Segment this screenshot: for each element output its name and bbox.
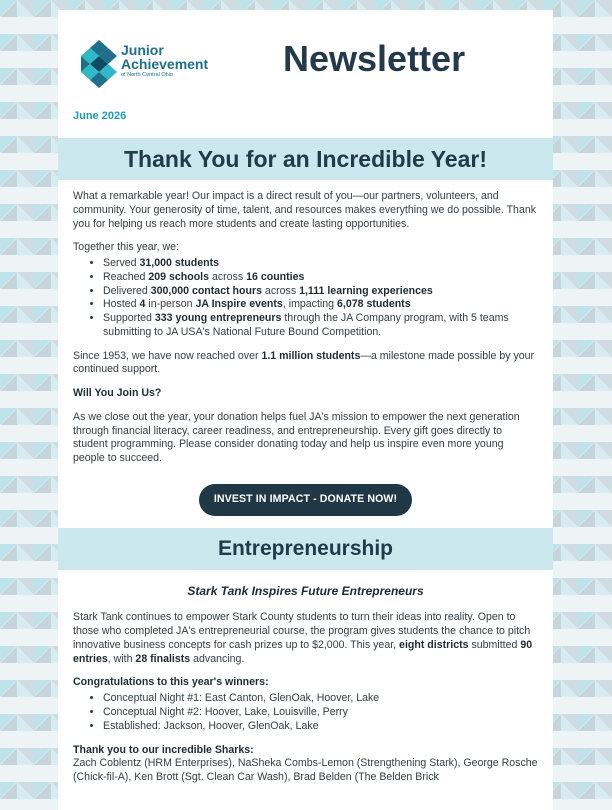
sharks-heading: Thank you to our incredible Sharks:	[73, 743, 254, 756]
list-item: • Conceptual Night #2: Hoover, Lake, Louisville, Perry	[103, 706, 538, 720]
thank-you-content	[58, 190, 553, 516]
thank-you-heading: Thank You for an Incredible Year!	[124, 145, 487, 172]
newsletter-header	[58, 10, 553, 100]
logo-line1: Junior	[121, 42, 164, 58]
sharks-text: Zach Coblentz (HRM Enterprises), NaSheka Combs-Lemon (Strengthening Stark), George Rosche (Chick-fil-A), Ken Brott (Sgt. Clean Car Wash), Brad Belden (The Belden Brick	[73, 757, 538, 784]
thank-you-band	[58, 138, 553, 180]
page-title: Newsletter	[283, 38, 466, 79]
donate-button[interactable]: INVEST IN IMPACT - DONATE NOW!	[199, 484, 412, 516]
logo-line2: Achievement	[121, 56, 209, 72]
join-text: As we close out the year, your donation helps fuel JA's mission to empower the next generation through financial literacy, career readiness, and entrepreneurship. Every gift goes directly to student programming. Please consider donating today and help us inspire even more young people to succeed.	[73, 410, 520, 465]
list-item: • Hosted 4 in-person JA Inspire events, impacting 6,078 students	[103, 298, 538, 312]
list-item: • Supported 333 young entrepreneurs through the JA Company program, with 5 teams submitting to JA USA's National Future Bound Competition.	[103, 312, 538, 340]
stats-list	[73, 257, 538, 340]
winners-heading: Congratulations to this year's winners:	[73, 676, 269, 689]
ja-logo	[78, 38, 228, 88]
list-item: • Delivered 300,000 contact hours across 1,111 learning experiences	[103, 285, 538, 299]
stark-tank-text: Stark Tank continues to empower Stark County students to turn their ideas into reality. Open to those who completed JA's entrepreneurial course, the program gives students the chance to pitch innovative business concepts for cash prizes up to $2,000. This year, eight districts submitted 90 entries, with 28 finalists advancing.	[73, 611, 533, 665]
entrepreneurship-content	[58, 584, 553, 785]
stark-tank-subheading: Stark Tank Inspires Future Entrepreneurs	[187, 583, 424, 598]
list-item: • Reached 209 schools across 16 counties	[103, 271, 538, 285]
list-item: • Conceptual Night #1: East Canton, GlenOak, Hoover, Lake	[103, 692, 538, 706]
entrepreneurship-heading: Entrepreneurship	[217, 536, 394, 560]
thank-you-intro: What a remarkable year! Our impact is a direct result of you—our partners, volunteers, and community. Your generosity of time, talent, and resources makes everything we do possible. Thank you for helping us reach more students and create lasting opportunities.	[73, 190, 537, 230]
logo-sub: of North Central Ohio	[121, 72, 173, 78]
list-item: • Served 31,000 students	[103, 257, 538, 271]
issue-date: June 2026	[73, 110, 127, 122]
list-item: • Established: Jackson, Hoover, GlenOak, Lake	[103, 720, 538, 734]
newsletter-page	[58, 10, 553, 810]
ja-logo-mark-icon	[78, 38, 120, 88]
join-heading: Will You Join Us?	[73, 387, 162, 400]
together-label: Together this year, we:	[73, 241, 179, 254]
milestone-text: Since 1953, we have now reached over 1.1 million students—a milestone made possible by your continued support.	[73, 349, 535, 376]
entrepreneurship-band	[58, 528, 553, 570]
winners-list	[73, 692, 538, 733]
